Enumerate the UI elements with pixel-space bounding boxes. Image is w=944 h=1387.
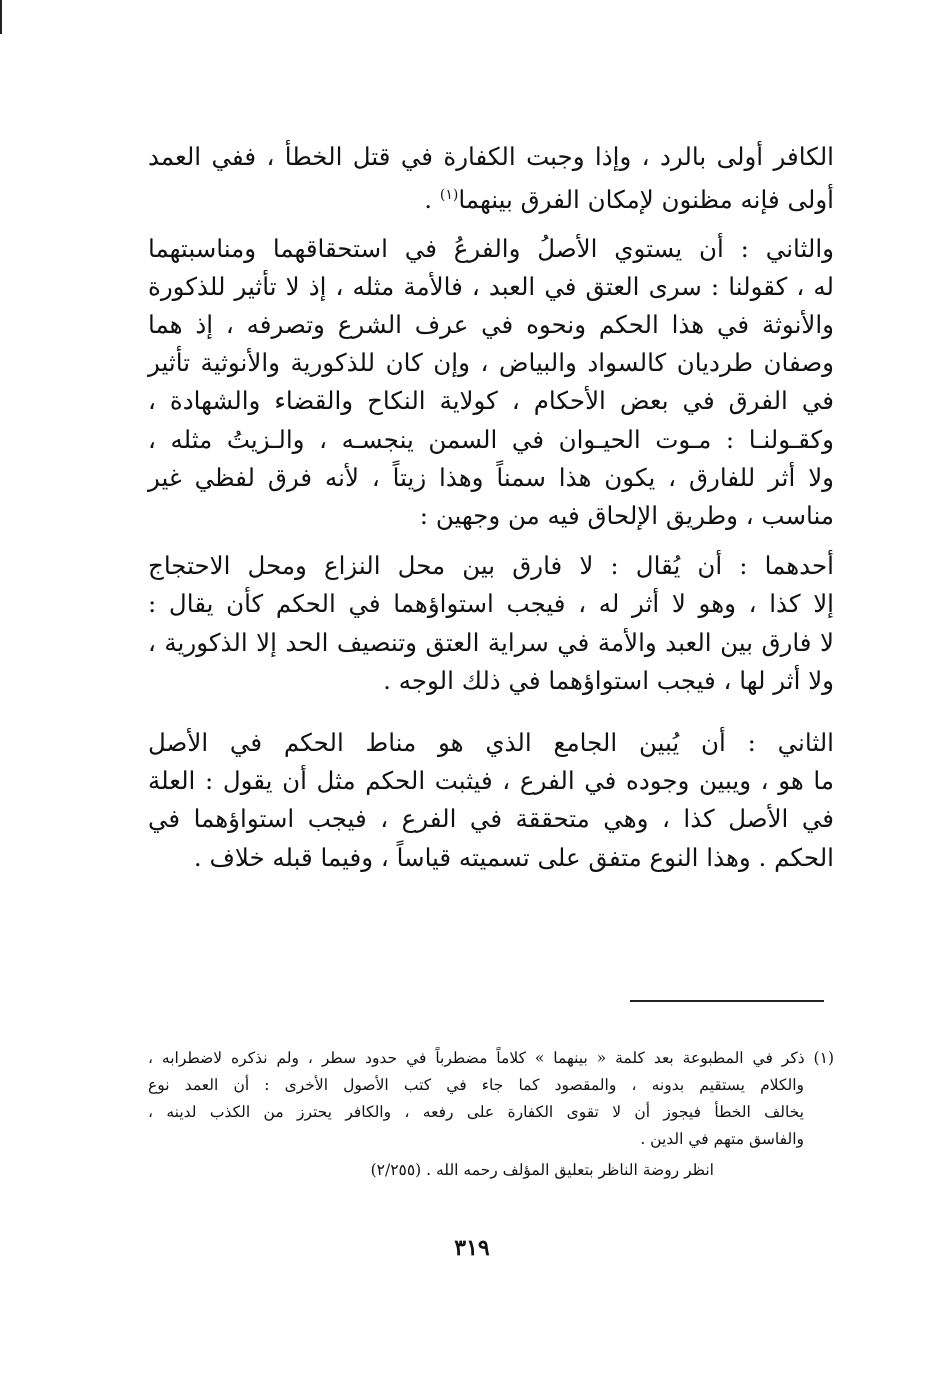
paragraph-3 xyxy=(148,547,834,700)
page-edge-mark xyxy=(0,0,2,34)
text-line xyxy=(148,176,834,219)
text-line: الحكم . وهذا النوع متفق على تسميته قياساً ، وفيما قبله خلاف . xyxy=(193,842,834,872)
text-line: ولا أثر للفارق ، يكون هذا سمناً وهذا زيتاً ، لأنه فرق لفظي غير xyxy=(148,462,834,492)
text-fragment: أولى فإنه مظنون لإمكان الفرق بينهما xyxy=(458,185,834,215)
text-line: الثاني : أن يُبين الجامع الذي هو مناط الحكم في الأصل xyxy=(148,728,834,757)
footnote-separator xyxy=(630,1000,824,1002)
text-line: في الأصل كذا ، وهي متحققة في الفرع ، فيجب استواؤهما في xyxy=(148,804,834,834)
paragraph-4 xyxy=(148,724,834,877)
text-line: ما هو ، ويبين وجوده في الفرع ، فيثبت الحكم مثل أن يقول : العلة xyxy=(148,766,834,796)
text-line: لا فارق بين العبد والأمة في سراية العتق وتنصيف الحد إلا الذكورية ، xyxy=(148,627,834,657)
text-line: ولا أثر لها ، فيجب استواؤهما في ذلك الوجه . xyxy=(383,665,834,695)
text-fragment: . xyxy=(424,185,440,215)
footnote-line: (١) ذكر في المطبوعة بعد كلمة « بينهما » كلاماً مضطرباً في حدود سطر ، ولم نذكره لاضطرابه ، xyxy=(148,1049,834,1067)
text-line: والثاني : أن يستوي الأصلُ والفرعُ في استحقاقهما ومناسبتهما xyxy=(148,233,834,263)
text-line: أحدهما : أن يُقال : لا فارق بين محل النزاع ومحل الاحتجاج xyxy=(148,551,834,581)
main-text xyxy=(148,138,834,877)
footnote-source: انظر روضة الناظر بتعليق المؤلف رحمه الله . (٢/٢٥٥) xyxy=(370,1161,714,1179)
footnote-line: يخالف الخطأ فيجوز أن لا تقوى الكفارة على رفعه ، والكافر يحترز من الكذب لدينه ، xyxy=(148,1103,804,1121)
footnotes xyxy=(148,1045,834,1184)
footnote-line: والكلام يستقيم بدونه ، والمقصود كما جاء في كتب الأصول الأخرى : أن العمد نوع xyxy=(148,1076,804,1094)
text-line: الكافر أولى بالرد ، وإذا وجبت الكفارة في قتل الخطأ ، ففي العمد xyxy=(148,142,834,171)
paragraph-1 xyxy=(148,138,834,220)
text-line: والأنوثة في هذا الحكم ونحوه في عرف الشرع وتصرفه ، إذ هما xyxy=(148,309,834,339)
paragraph-2 xyxy=(148,230,834,536)
text-line: في الفرق في بعض الأحكام ، كولاية النكاح والقضاء والشهادة ، xyxy=(148,386,834,416)
footnote-reference: (١) xyxy=(439,187,459,204)
text-line: له ، كقولنا : سرى العتق في العبد ، فالأمة مثله ، إذ لا تأثير للذكورة xyxy=(148,271,834,301)
text-line: مناسب ، وطريق الإلحاق فيه من وجهين : xyxy=(419,500,834,530)
text-line: إلا كذا ، وهو لا أثر له ، فيجب استواؤهما في الحكم كأن يقال : xyxy=(148,589,834,619)
text-line: وكقـولنـا : مـوت الحيـوان في السمن ينجسـه ، والـزيتُ مثله ، xyxy=(148,424,834,454)
text-line: وصفان طرديان كالسواد والبياض ، وإن كان للذكورية والأنوثية تأثير xyxy=(148,348,834,378)
footnote-line: والفاسق متهم في الدين . xyxy=(640,1130,804,1148)
page-number: ٣١٩ xyxy=(454,1235,490,1261)
